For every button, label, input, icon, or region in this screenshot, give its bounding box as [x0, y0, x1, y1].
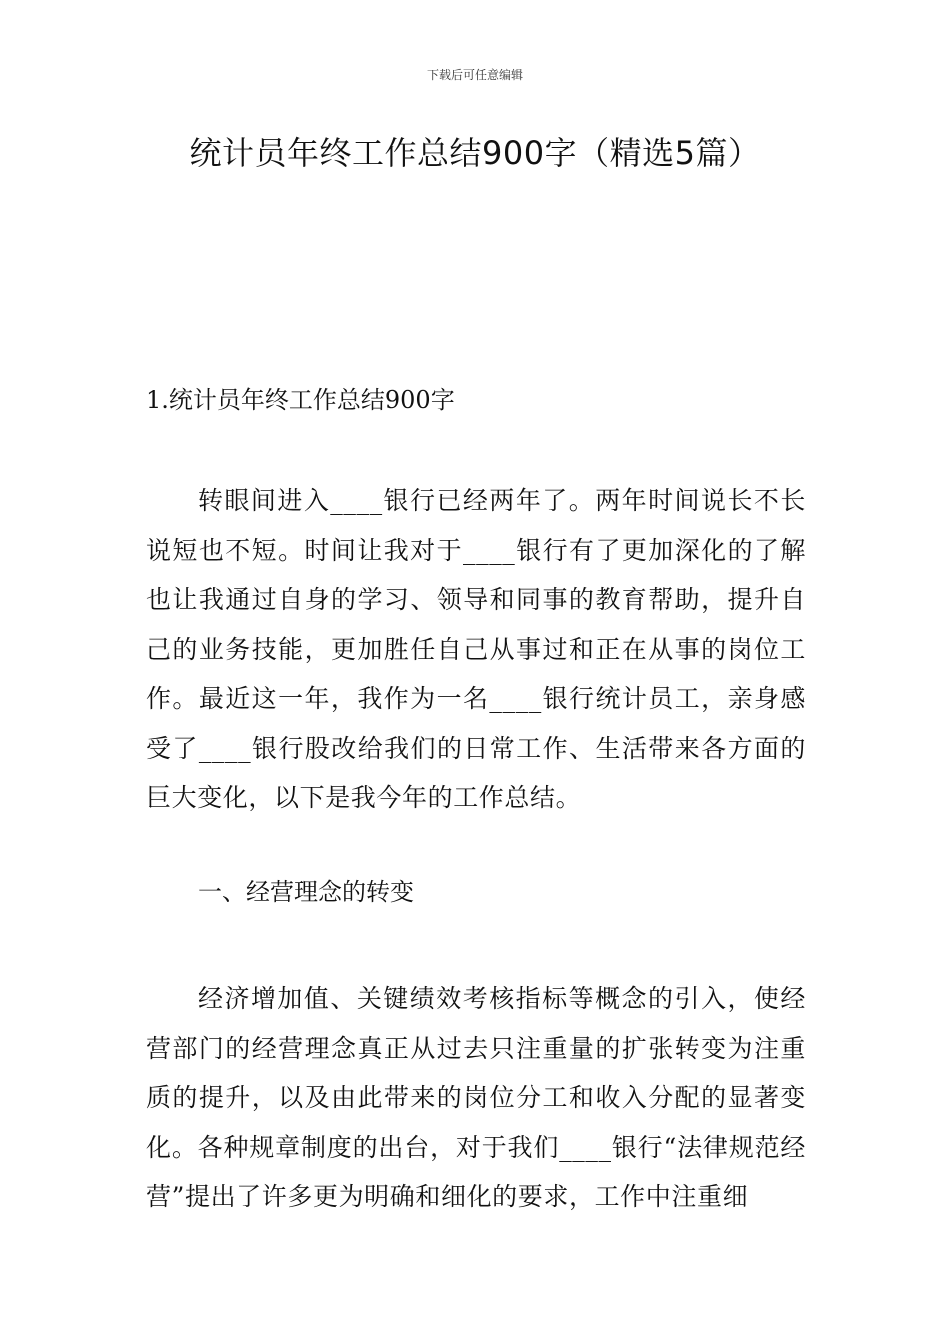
body-paragraph-2: 经济增加值、关键绩效考核指标等概念的引入，使经营部门的经营理念真正从过去只注重量的扩张转变为注重质的提升，以及由此带来的岗位分工和收入分配的显著变化。各种规章制度的出台，对于我们____银行“法律规范经营”提出了许多更为明确和细化的要求，工作中注重细 [146, 984, 806, 1211]
document-title: 统计员年终工作总结900字（精选5篇） [189, 134, 761, 172]
body-paragraph-1: 转眼间进入____银行已经两年了。两年时间说长不长说短也不短。时间让我对于____银行有了更加深化的了解也让我通过自身的学习、领导和同事的教育帮助，提升自己的业务技能，更加胜任自己从事过和正在从事的岗位工作。最近这一年，我作为一名____银行统计员工，亲身感受了____银行股改给我们的日常工作、生活带来各方面的巨大变化，以下是我今年的工作总结。 [146, 486, 806, 812]
sub-heading: 一、经营理念的转变 [198, 878, 414, 906]
section-heading: 1.统计员年终工作总结900字 [146, 386, 455, 414]
header-note: 下载后可任意编辑 [426, 68, 523, 82]
